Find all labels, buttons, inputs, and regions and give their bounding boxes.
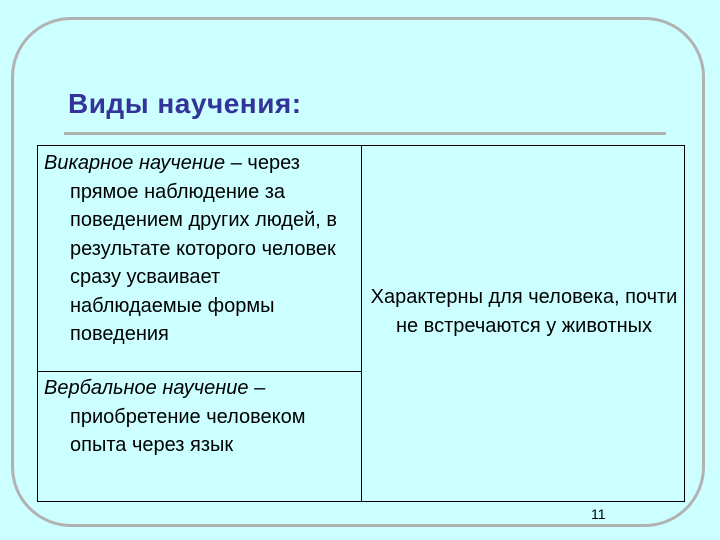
slide-title: Виды научения:	[68, 88, 302, 119]
title-underline	[64, 132, 666, 135]
learning-types-table	[37, 145, 685, 502]
page-number: 11	[591, 506, 606, 522]
vicarious-learning-dash: –	[225, 152, 242, 174]
verbal-learning-dash: –	[248, 377, 266, 399]
verbal-learning-term: Вербальное научение	[44, 377, 249, 399]
vicarious-learning-term: Викарное научение	[44, 152, 226, 174]
vicarious-learning-text	[44, 149, 354, 349]
table-row-divider	[38, 371, 361, 372]
human-specific-note: Характерны для человека, почти не встречаются у животных	[370, 286, 678, 337]
vicarious-learning-description: через прямое наблюдение за поведением других людей, в результате которого человек сразу усваивает наблюдаемые формы поведения	[70, 152, 338, 345]
verbal-learning-cell	[44, 374, 354, 460]
verbal-learning-description: приобретение человеком опыта через язык	[70, 405, 306, 456]
vicarious-learning-cell	[44, 149, 354, 349]
table-column-divider	[361, 146, 362, 501]
verbal-learning-text	[44, 374, 354, 460]
